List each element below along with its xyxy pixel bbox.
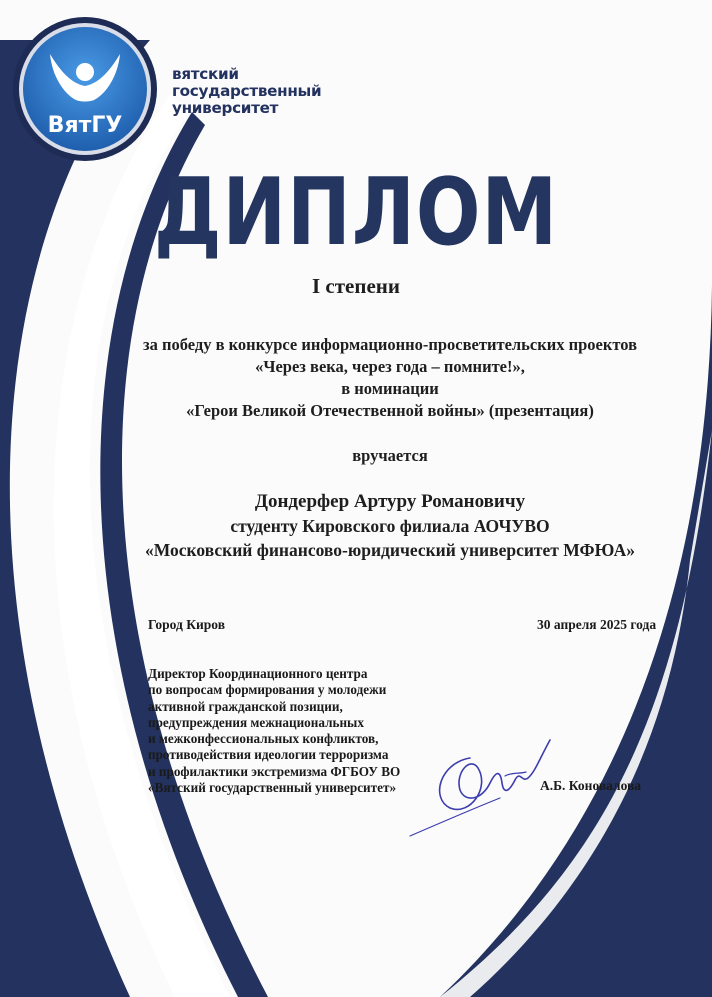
award-text-line: «Герои Великой Отечественной войны» (презентация) <box>186 401 594 420</box>
director-line: по вопросам формирования у молодежи <box>148 682 387 698</box>
award-text-line: «Через века, через года – помните!», <box>255 357 525 376</box>
award-text-line: в номинации <box>341 379 439 398</box>
diploma-title: ДИПЛОМ <box>153 157 559 267</box>
signer-name: А.Б. Коновалова <box>540 778 642 793</box>
director-line: активной гражданской позиции, <box>148 698 343 714</box>
recipient <box>40 490 712 562</box>
director-line: и профилактики экстремизма ФГБОУ ВО <box>148 763 401 779</box>
director-line: противодействия идеологии терроризма <box>148 747 389 763</box>
recipient-institution: «Московский финансово-юридический университет МФЮА» <box>144 540 636 560</box>
logo-text: ВятГУ <box>47 113 123 138</box>
recipient-name: Дондерфер Артуру Романовичу <box>254 491 526 512</box>
university-name-line: университет <box>172 99 279 117</box>
university-name-line: государственный <box>172 82 322 100</box>
director-line: предупреждения межнациональных <box>148 714 364 730</box>
director-line: «Вятский государственный университет» <box>148 780 397 796</box>
university-name <box>172 66 321 117</box>
director-line: и межконфессиональных конфликтов, <box>148 731 379 747</box>
director-title <box>148 666 400 796</box>
date: 30 апреля 2025 года <box>537 617 657 632</box>
recipient-status: студенту Кировского филиала АОЧУВО <box>230 516 550 536</box>
diploma-degree: I степени <box>312 274 400 298</box>
award-text-line: за победу в конкурсе информационно-просветительских проектов <box>142 335 637 354</box>
award-text <box>40 334 712 422</box>
university-name-line: вятский <box>172 65 239 83</box>
city: Город Киров <box>148 617 226 632</box>
university-logo <box>10 14 160 164</box>
signature-icon <box>400 728 560 843</box>
awarded-label: вручается <box>352 446 428 465</box>
director-line: Директор Координационного центра <box>148 666 368 681</box>
